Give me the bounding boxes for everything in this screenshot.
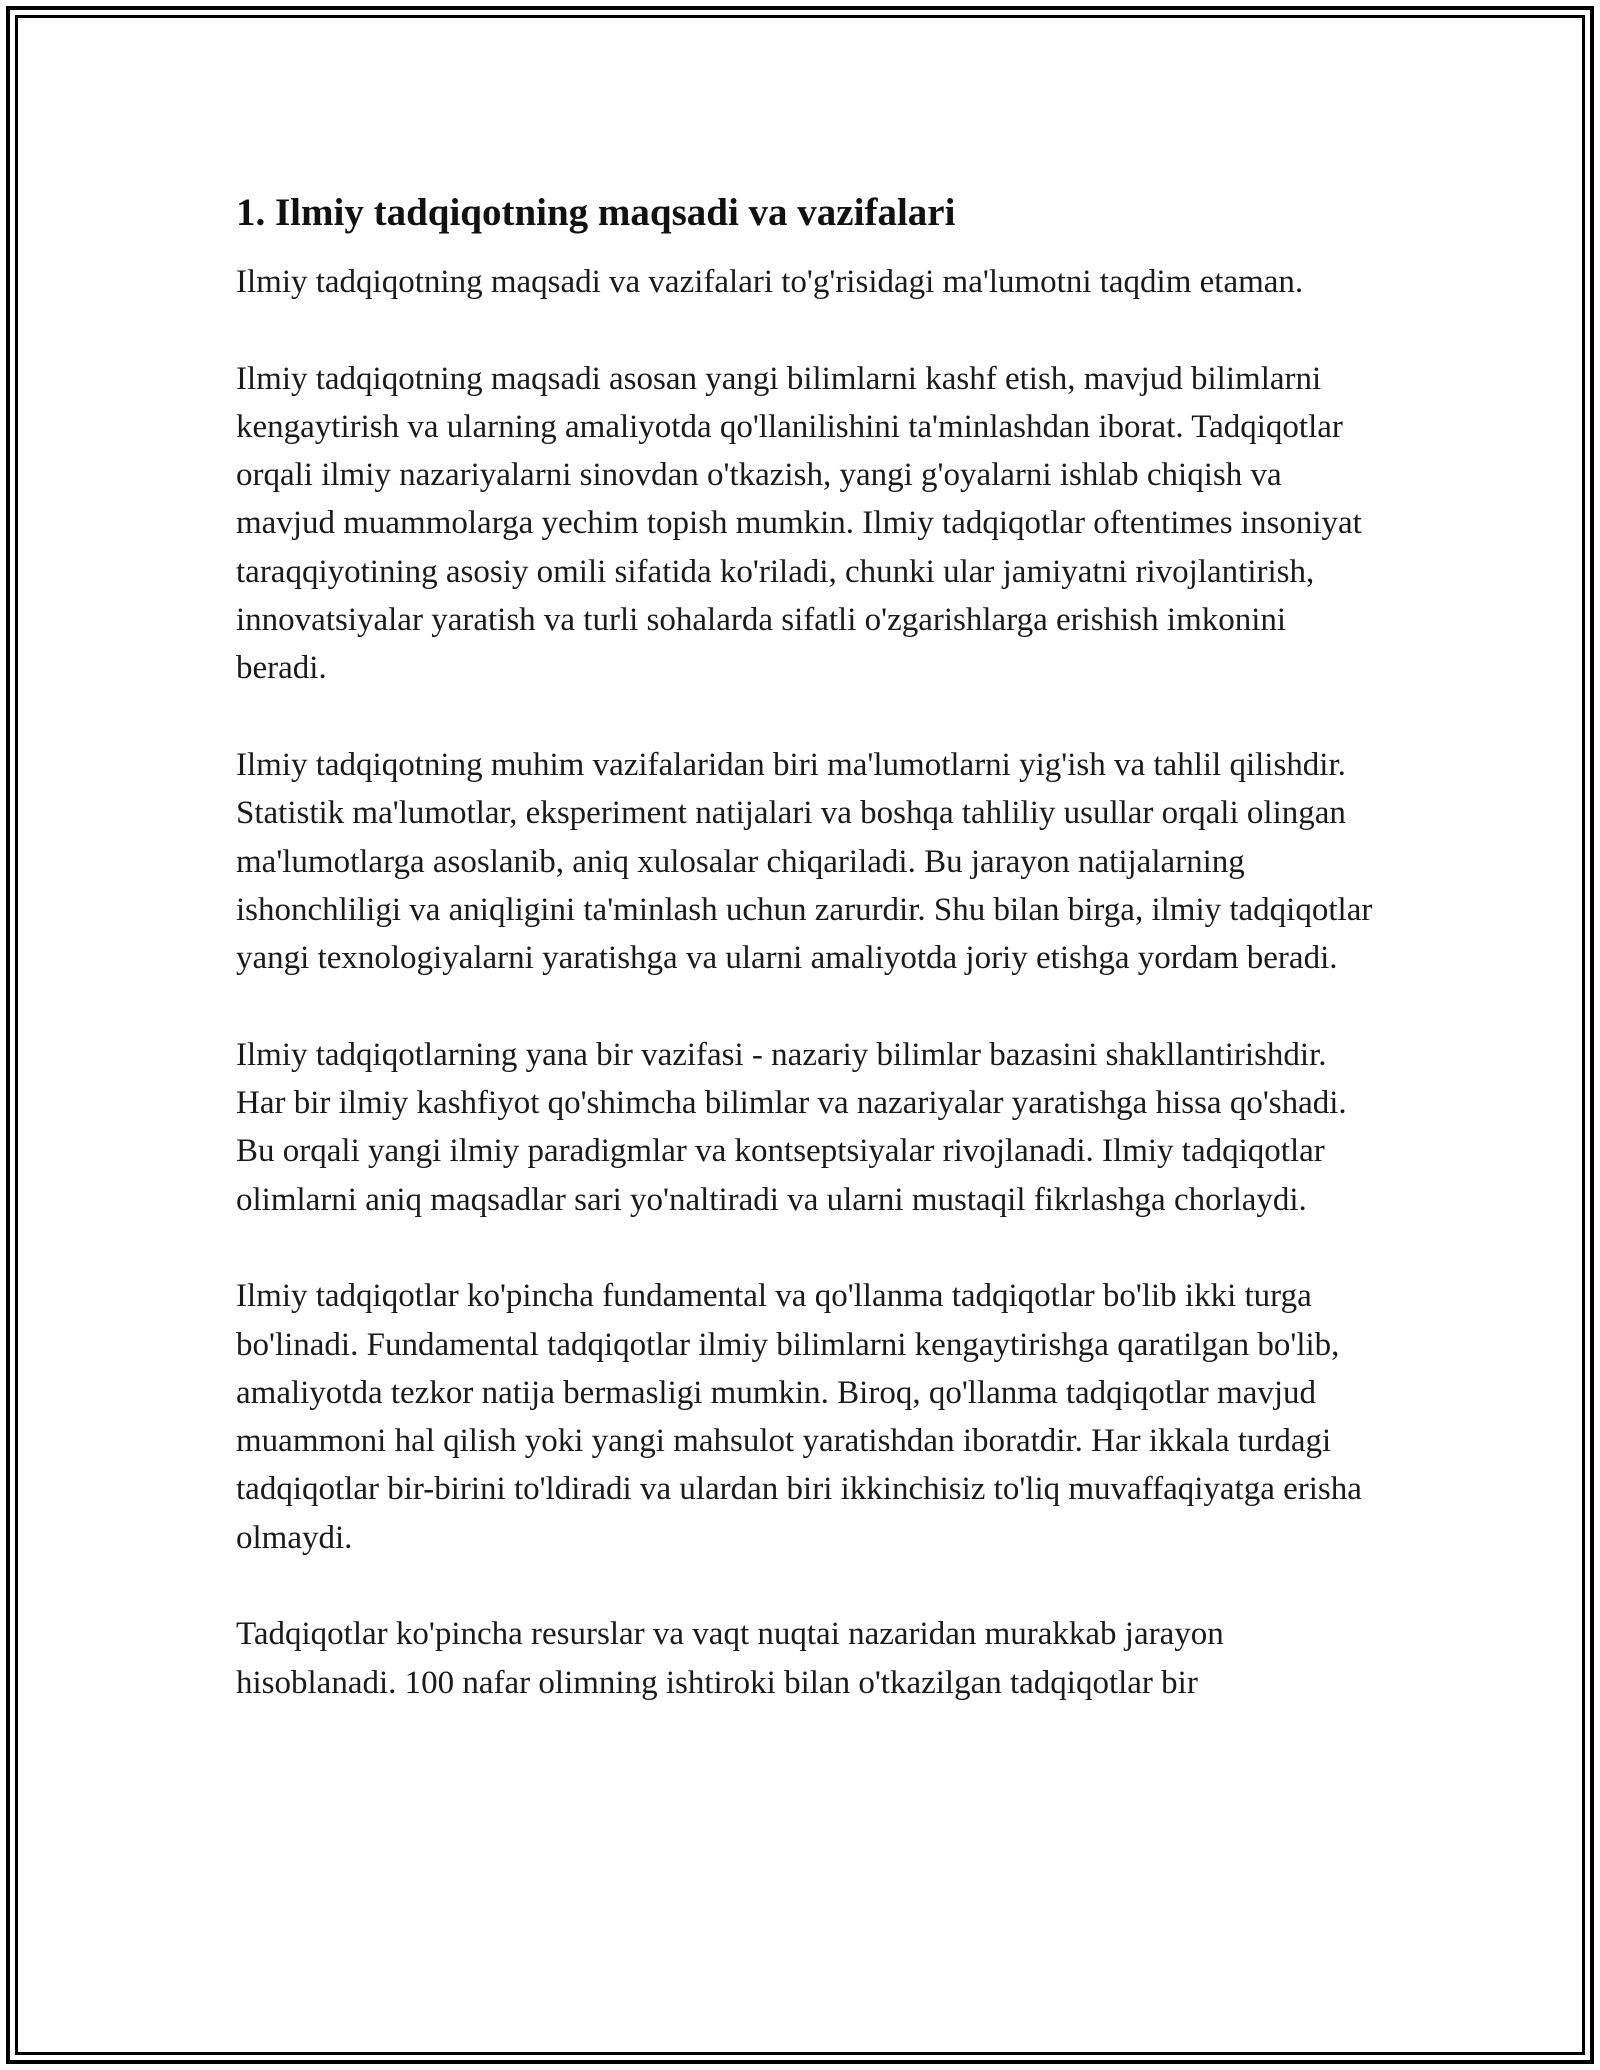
section-heading: 1. Ilmiy tadqiqotning maqsadi va vazifalari	[236, 191, 956, 234]
paragraph-research-types: Ilmiy tadqiqotlar ko'pincha fundamental va qo'llanma tadqiqotlar bo'lib ikki turga bo'linadi. Fundamental tadqiqotlar ilmiy bilimlarni kengaytirishga qaratilgan bo'lib, amaliyotda tezkor natija bermasligi mumkin. Biroq, qo'llanma tadqiqotlar mavjud muammoni hal qilish yoki yangi mahsulot yaratishdan iboratdir. Har ikkala turdagi tadqiqotlar bir-birini to'ldiradi va ulardan biri ikkinchisiz to'liq muvaffaqiyatga erisha olmaydi.	[236, 1278, 1362, 1556]
paragraph-purpose: Ilmiy tadqiqotning maqsadi asosan yangi bilimlarni kashf etish, mavjud bilimlarni kengaytirish va ularning amaliyotda qo'llanilishini ta'minlashdan iborat. Tadqiqotlar orqali ilmiy nazariyalarni sinovdan o'tkazish, yangi g'oyalarni ishlab chiqish va mavjud muammolarga yechim topish mumkin. Ilmiy tadqiqotlar oftentimes insoniyat taraqqiyotining asosiy omili sifatida ko'riladi, chunki ular jamiyatni rivojlantirish, innovatsiyalar yaratish va turli sohalarda sifatli o'zgarishlarga erishish imkonini beradi.	[236, 360, 1362, 687]
paragraph-data-analysis: Ilmiy tadqiqotning muhim vazifalaridan biri ma'lumotlarni yig'ish va tahlil qilishdir. Statistik ma'lumotlar, eksperiment natijalari va boshqa tahliliy usullar orqali olingan ma'lumotlarga asoslanib, aniq xulosalar chiqariladi. Bu jarayon natijalarning ishonchliligi va aniqligini ta'minlash uchun zarurdir. Shu bilan birga, ilmiy tadqiqotlar yangi texnologiyalarni yaratishga va ularni amaliyotda joriy etishga yordam beradi.	[236, 746, 1373, 977]
paragraph-theory-base: Ilmiy tadqiqotlarning yana bir vazifasi - nazariy bilimlar bazasini shakllantirishdir. Har bir ilmiy kashfiyot qo'shimcha bilimlar va nazariyalar yaratishga hissa qo'shadi. Bu orqali yangi ilmiy paradigmlar va kontseptsiyalar rivojlanadi. Ilmiy tadqiqotlar olimlarni aniq maqsadlar sari yo'naltiradi va ularni mustaqil fikrlashga chorlaydi.	[236, 1036, 1347, 1218]
document-body	[236, 185, 1376, 1707]
paragraph-intro: Ilmiy tadqiqotning maqsadi va vazifalari to'g'risidagi ma'lumotni taqdim etaman.	[236, 264, 1304, 300]
paragraph-resources: Tadqiqotlar ko'pincha resurslar va vaqt nuqtai nazaridan murakkab jarayon hisoblanadi. 100 nafar olimning ishtiroki bilan o'tkazilgan tadqiqotlar bir	[236, 1616, 1224, 1701]
